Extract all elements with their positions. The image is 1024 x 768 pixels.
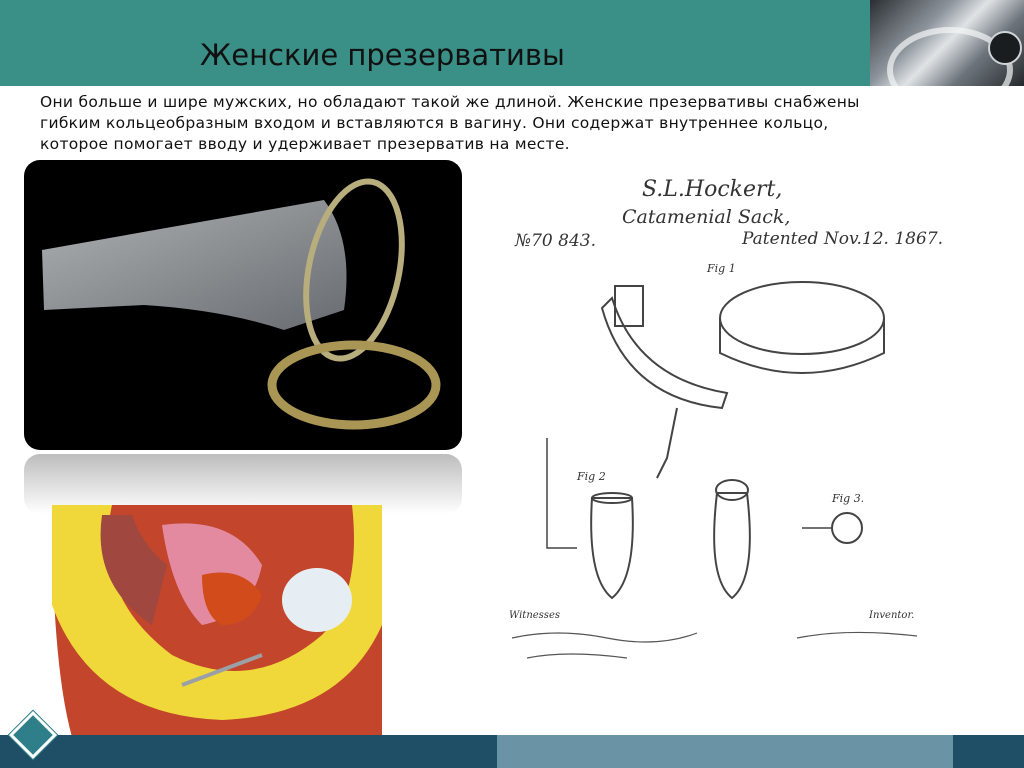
patent-fig2-label: Fig 2 (577, 470, 606, 483)
patent-drawing (497, 168, 953, 708)
patent-number: №70 843. (515, 231, 596, 251)
patent-inventor-label: Inventor. (869, 610, 915, 621)
slide-title: Женские презервативы (200, 38, 565, 72)
footer-highlight (497, 735, 953, 768)
patent-witnesses-label: Witnesses (509, 610, 560, 621)
anatomy-illustration (52, 505, 382, 737)
patent-date: Patented Nov.12. 1867. (742, 229, 944, 249)
header-decoration (870, 0, 1024, 86)
slide-body-text: Они больше и шире мужских, но обладают такой же длиной. Женские презервативы снабжены гибким кольцеобразным входом и вставляются в вагину. Они содержат внутреннее кольцо, которое помогает вводу и удерживает презерватив на месте. (40, 93, 860, 153)
patent-item: Catamenial Sack, (622, 206, 791, 228)
patent-fig3-label: Fig 3. (832, 492, 865, 505)
patent-inventor-name: S.L.Hockert, (642, 177, 783, 202)
patent-fig1-label: Fig 1 (707, 262, 736, 275)
female-condom-photo (24, 160, 462, 450)
